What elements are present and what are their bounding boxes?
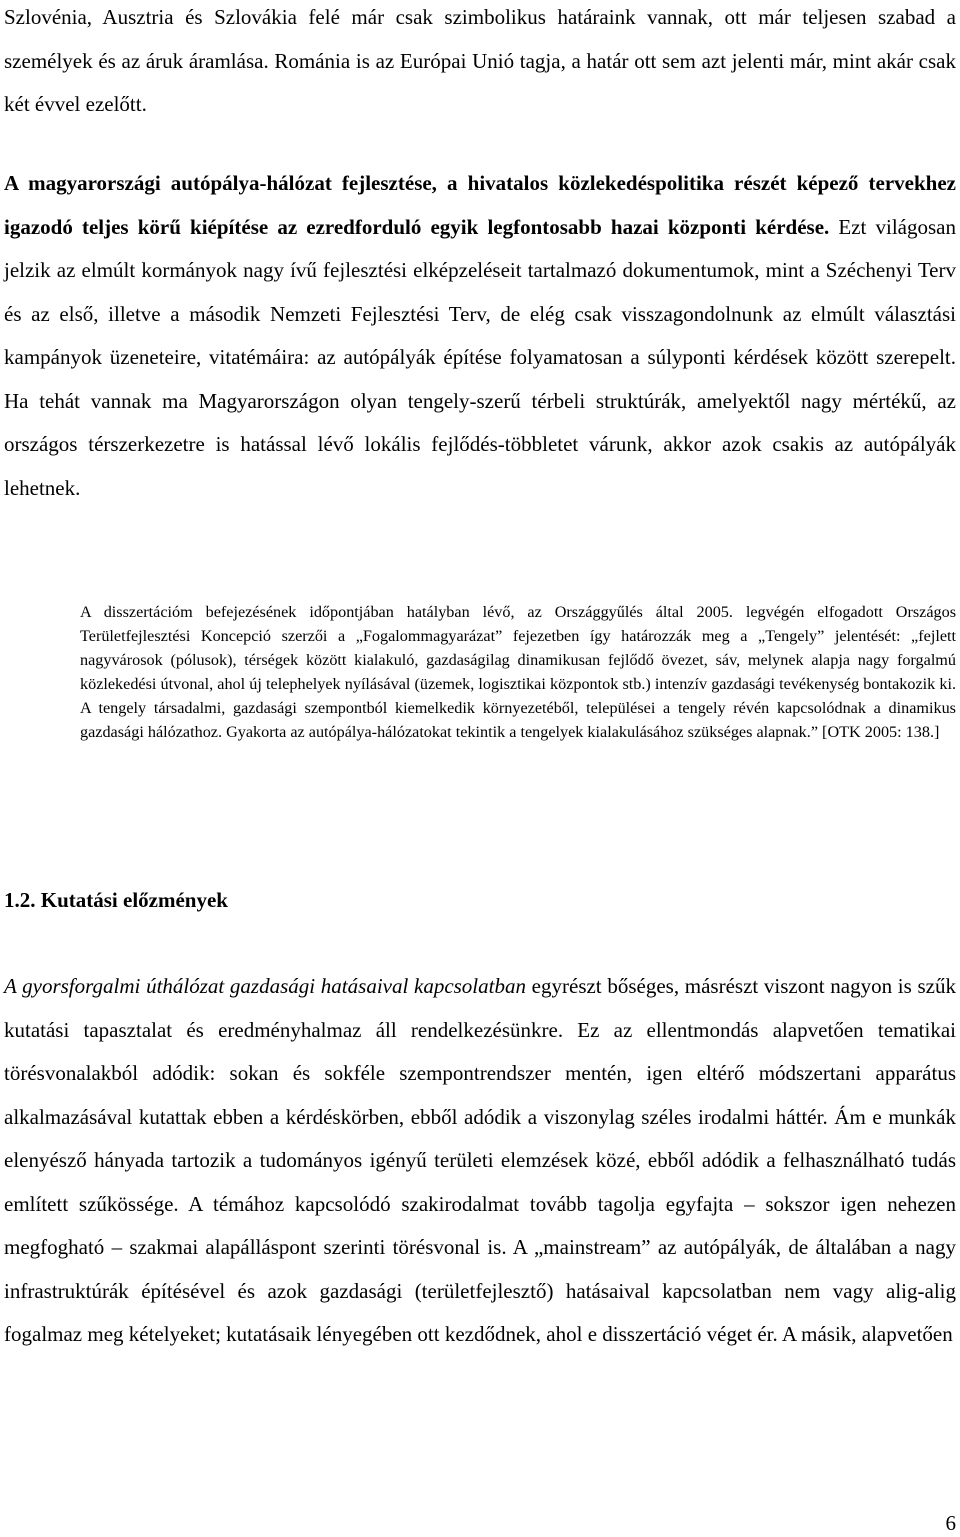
block-quote: A disszertációm befejezésének időpontjában hatályban lévő, az Országgyűlés által 2005. legvégén elfogadott Országos Területfejlesztési Koncepció szerzői a „Fogalommagyarázat” fejezetben így határozzák meg a „Tengely” jelentését: „fejlett nagyvárosok (pólusok), térségek között kialakuló, gazdaságilag dinamikusan fejlődő övezet, sáv, melynek alapja nagy forgalmú közlekedési útvonal, ahol új telephelyek nyílásával (üzemek, logisztikai központok stb.) intenzív gazdasági tevékenység bontakozik ki. A tengely társadalmi, gazdasági szempontból kiemelkedik környezetéből, települései a tengely révén kapcsolódnak a dinamikus gazdasági hálózathoz. Gyakorta az autópálya-hálózatokat tekintik a tengelyek kialakulásához szükséges alapnak.” [OTK 2005: 138.] <box>80 603 956 742</box>
section-heading: 1.2. Kutatási előzmények <box>4 888 228 912</box>
kutatas-italic-lead: A gyorsforgalmi úthálózat gazdasági hatásaival kapcsolatban <box>4 974 526 998</box>
kutatas-text: egyrészt bőséges, másrészt viszont nagyon is szűk kutatási tapasztalat és eredményhalmaz áll rendelkezésünkre. Ez az ellentmondás alapvetően tematikai törésvonalakból adódik: sokan és sokféle szempontrendszer mentén, igen eltérő módszertani apparátus alkalmazásával kutattak ebben a kérdéskörben, ebből adódik a viszonylag széles irodalmi háttér. Ám e munkák elenyésző hányada tartozik a tudományos igényű területi elemzések közé, ebből adódik a felhasználható tudás említett szűkössége. A témához kapcsolódó szakirodalmat tovább tagolja egyfajta – sokszor igen nehezen megfogható – szakmai alapálláspont szerinti törésvonal is. A „mainstream” az autópályák, de általában a nagy infrastruktúrák építésével és azok gazdasági (területfejlesztő) hatásaival kapcsolatban nem vagy alig-alig fogalmaz meg kételyeket; kutatásaik lényegében ott kezdődnek, ahol e disszertáció véget ér. A másik, alapvetően <box>4 974 956 1346</box>
autopalya-text: Ezt világosan jelzik az elmúlt kormányok nagy ívű fejlesztési elképzeléseit tartalmazó dokumentumok, mint a Széchenyi Terv és az első, illetve a második Nemzeti Fejlesztési Terv, de elég csak visszagondolnunk az elmúlt választási kampányok üzeneteire, vitatémáira: az autópályák építése folyamatosan a súlyponti kérdések között szerepelt. Ha tehát vannak ma Magyarországon olyan tengely-szerű térbeli struktúrák, amelyektől nagy mértékű, az országos térszerkezetre is hatással lévő lokális fejlődés-többletet várunk, akkor azok csakis az autópályák lehetnek. <box>4 214 956 500</box>
paragraph-autopalya <box>4 162 956 510</box>
paragraph-kutatasi <box>4 965 956 1357</box>
page-number: 6 <box>945 1511 956 1535</box>
paragraph-intro: Szlovénia, Ausztria és Szlovákia felé már csak szimbolikus határaink vannak, ott már teljesen szabad a személyek és az áruk áramlása. Románia is az Európai Unió tagja, a határ ott sem azt jelenti már, mint akár csak két évvel ezelőtt. <box>4 5 956 116</box>
autopalya-bold-lead: A magyarországi autópálya-hálózat fejlesztése, a hivatalos közlekedéspolitika részét képező tervekhez igazodó teljes körű kiépítése az ezredforduló egyik legfontosabb hazai központi kérdése. <box>4 171 956 239</box>
